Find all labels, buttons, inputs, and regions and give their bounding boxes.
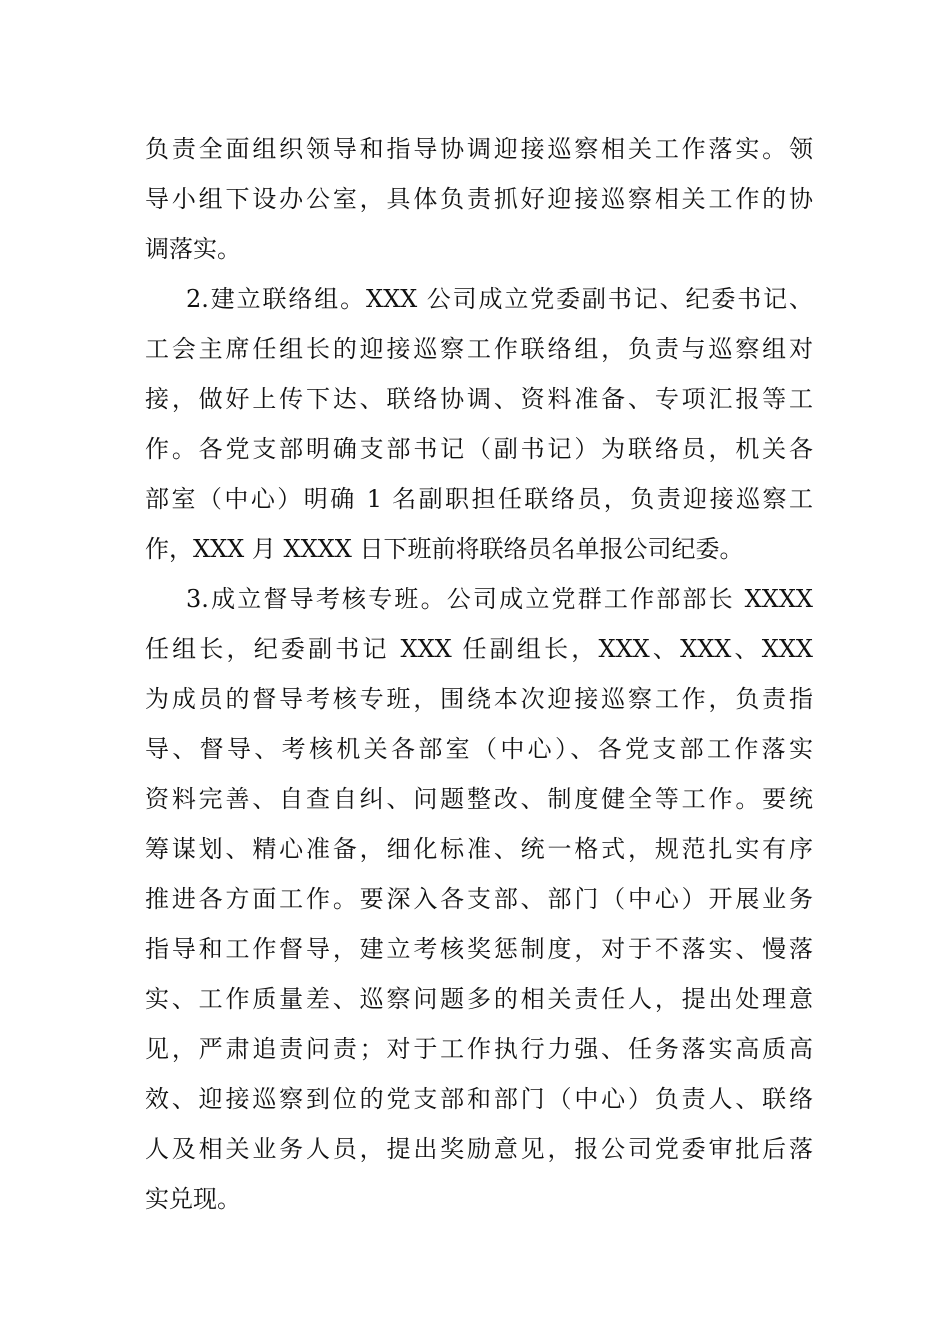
text-line: 指导和工作督导，建立考核奖惩制度，对于不落实、慢落 [145, 935, 813, 963]
text-line: 资料完善、自查自纠、问题整改、制度健全等工作。要统 [145, 785, 813, 813]
paragraph-supervision-team [145, 574, 813, 1224]
text-line: 作，XXX 月 XXXX 日下班前将联络员名单报公司纪委。 [145, 535, 744, 563]
text-line: 为成员的督导考核专班，围绕本次迎接巡察工作，负责指 [145, 685, 813, 713]
text-line: 导、督导、考核机关各部室（中心）、各党支部工作落实 [145, 735, 813, 763]
text-line: 实兑现。 [145, 1185, 241, 1213]
text-line: 推进各方面工作。要深入各支部、部门（中心）开展业务 [145, 885, 813, 913]
text-line: 任组长，纪委副书记 XXX 任副组长，XXX、XXX、XXX [145, 635, 813, 663]
text-line: 实、工作质量差、巡察问题多的相关责任人，提出处理意 [145, 985, 813, 1013]
text-line: 筹谋划、精心准备，细化标准、统一格式，规范扎实有序 [145, 835, 813, 863]
text-line: 导小组下设办公室，具体负责抓好迎接巡察相关工作的协 [145, 185, 813, 213]
text-line: 人及相关业务人员，提出奖励意见，报公司党委审批后落 [145, 1135, 813, 1163]
text-line: 负责全面组织领导和指导协调迎接巡察相关工作落实。领 [145, 135, 813, 163]
text-line: 部室（中心）明确 1 名副职担任联络员，负责迎接巡察工 [145, 485, 813, 513]
text-line: 工会主席任组长的迎接巡察工作联络组，负责与巡察组对 [145, 335, 813, 363]
text-line: 作。各党支部明确支部书记（副书记）为联络员，机关各 [145, 435, 813, 463]
document-body [145, 124, 813, 1224]
text-line: 2.建立联络组。XXX 公司成立党委副书记、纪委书记、 [186, 285, 813, 313]
text-line: 见，严肃追责问责；对于工作执行力强、任务落实高质高 [145, 1035, 813, 1063]
paragraph-liaison-group [145, 274, 813, 574]
text-line: 接，做好上传下达、联络协调、资料准备、专项汇报等工 [145, 385, 813, 413]
text-line: 效、迎接巡察到位的党支部和部门（中心）负责人、联络 [145, 1085, 813, 1113]
text-line: 3.成立督导考核专班。公司成立党群工作部部长 XXXX [186, 585, 813, 613]
text-line: 调落实。 [145, 235, 241, 263]
paragraph-leadership-office [145, 124, 813, 274]
